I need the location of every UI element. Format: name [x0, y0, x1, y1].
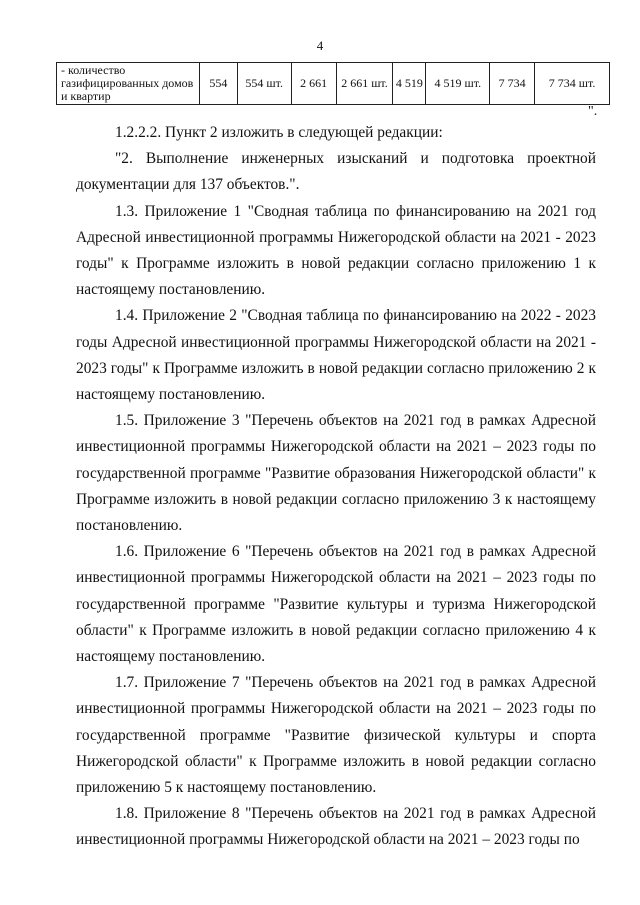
- paragraph: 1.2.2.2. Пункт 2 изложить в следующей редакции:: [115, 124, 443, 141]
- table-cell: 554: [199, 63, 237, 105]
- paragraph: 1.8. Приложение 8 "Перечень объектов на 2021 год в рамках Адресной инвестиционной программы Нижегородской области на 2021 – 2023 годы по: [76, 805, 596, 849]
- paragraph: 1.4. Приложение 2 "Сводная таблица по финансированию на 2022 - 2023 годы Адресной инвестиционной программы Нижегородской области на 2021 - 2023 годы" к Программе изложить в новой редакции согласно приложению 2 к настоящему постановлению.: [76, 307, 596, 404]
- table-cell: 554 шт.: [237, 63, 291, 105]
- closing-quote: ".: [588, 104, 598, 119]
- table-cell: 7 734: [490, 63, 535, 105]
- table-row: [57, 63, 610, 105]
- paragraph: 1.7. Приложение 7 "Перечень объектов на 2021 год в рамках Адресной инвестиционной программы Нижегородской области на 2021 – 2023 годы по государственной программе "Развитие физической культуры и спорта Нижегородской области" к Программе изложить в новой редакции согласно приложению 5 к настоящему постановлению.: [76, 674, 596, 797]
- table-cell: 4 519: [393, 63, 426, 105]
- paragraph: 1.3. Приложение 1 "Сводная таблица по финансированию на 2021 год Адресной инвестиционной программы Нижегородской области на 2021 - 2023 годы" к Программе изложить в новой редакции согласно приложению 1 к настоящему постановлению.: [76, 202, 596, 299]
- table-cell: 2 661: [291, 63, 336, 105]
- table-cell: 4 519 шт.: [426, 63, 490, 105]
- paragraph: "2. Выполнение инженерных изысканий и подготовка проектной документации для 137 объектов.".: [76, 150, 596, 194]
- table-cell-label: - количество газифицированных домов и квартир: [57, 63, 200, 105]
- page-number: 4: [316, 38, 324, 53]
- paragraph: 1.6. Приложение 6 "Перечень объектов на 2021 год в рамках Адресной инвестиционной программы Нижегородской области на 2021 – 2023 годы по государственной программе "Развитие культуры и туризма Нижегородской области" к Программе изложить в новой редакции согласно приложению 4 к настоящему постановлению.: [76, 543, 596, 666]
- paragraph: 1.5. Приложение 3 "Перечень объектов на 2021 год в рамках Адресной инвестиционной программы Нижегородской области на 2021 – 2023 годы по государственной программе "Развитие образования Нижегородской области" к Программе изложить в новой редакции согласно приложению 3 к настоящему постановлению.: [76, 412, 596, 535]
- table-cell: 2 661 шт.: [336, 63, 393, 105]
- document-body: [76, 120, 596, 854]
- data-table: [56, 62, 610, 105]
- table-cell: 7 734 шт.: [535, 63, 610, 105]
